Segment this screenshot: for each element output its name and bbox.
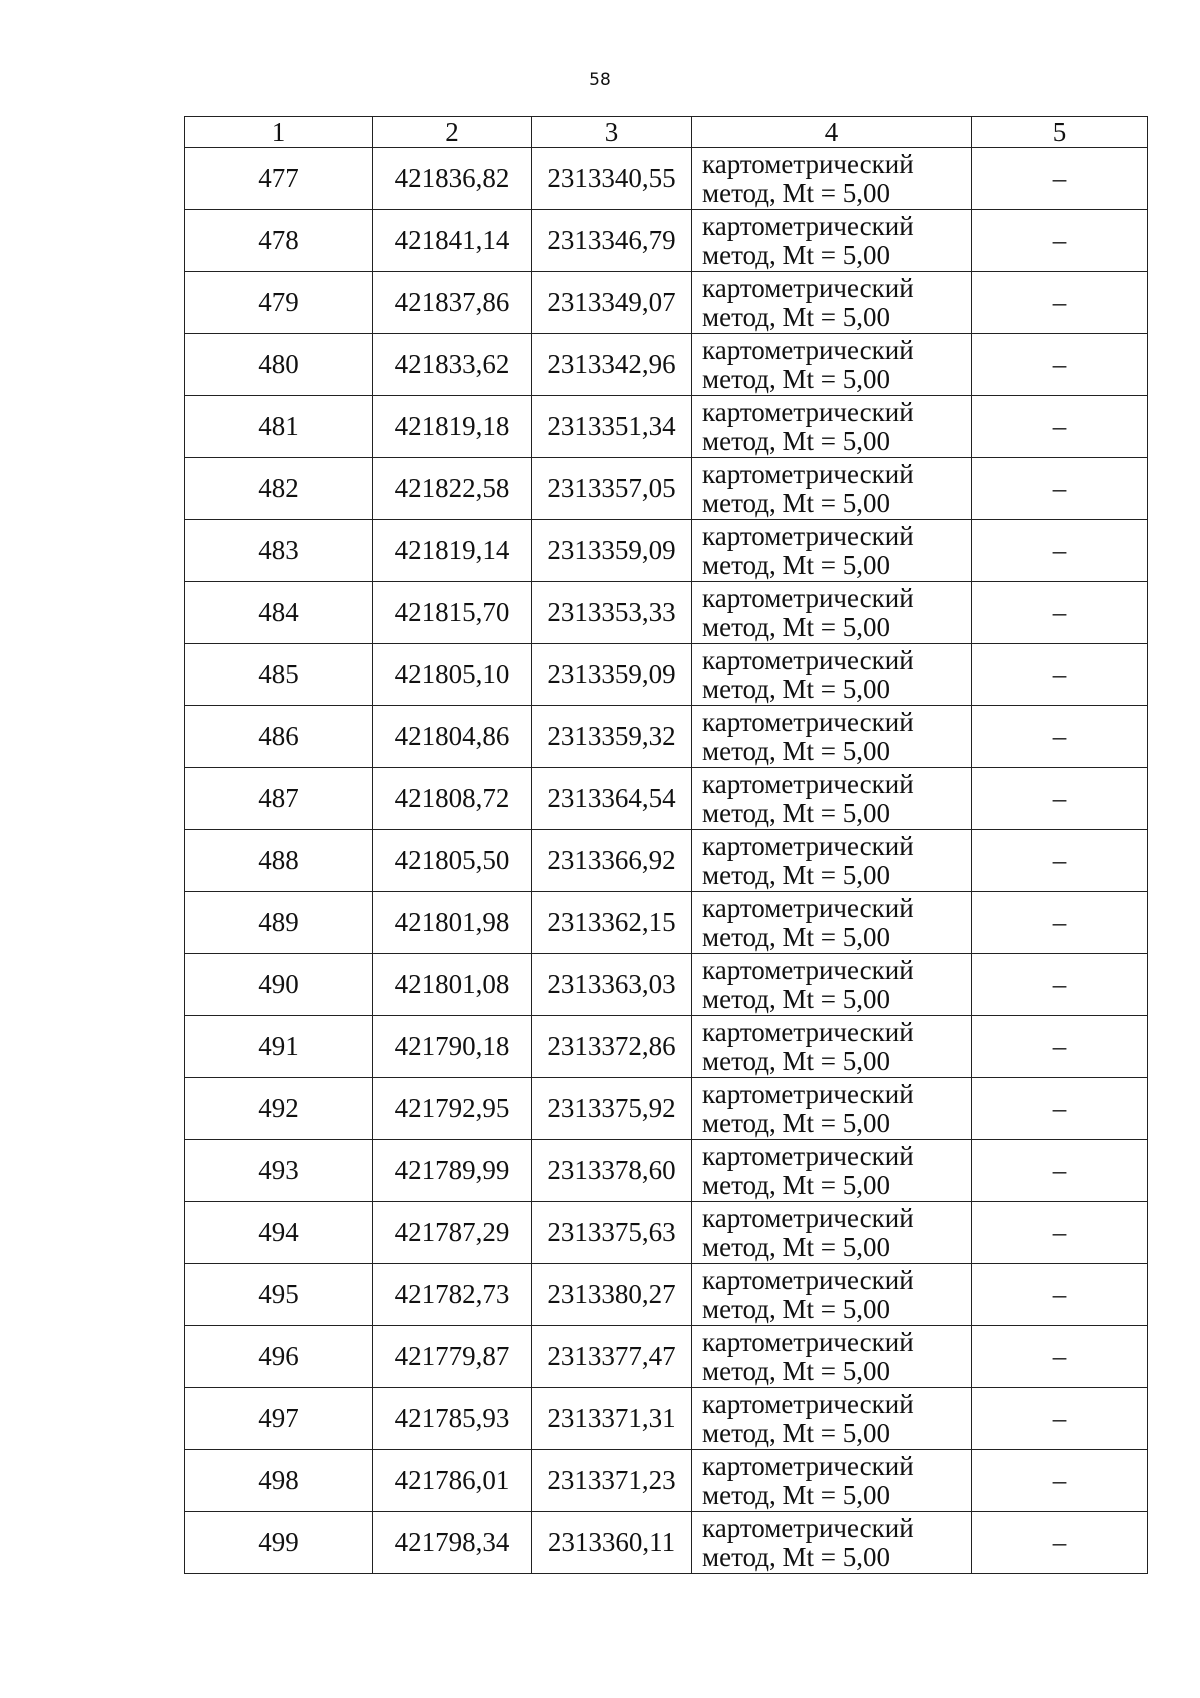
point-number-cell: 499	[185, 1512, 373, 1574]
method-line1: картометрический	[702, 148, 914, 179]
point-number-cell: 492	[185, 1078, 373, 1140]
point-number-cell: 480	[185, 334, 373, 396]
method-cell	[692, 272, 972, 334]
table-row	[185, 1016, 1148, 1078]
column-header: 5	[972, 117, 1148, 148]
y-coordinate-cell: 2313359,09	[532, 644, 692, 706]
point-number-cell: 477	[185, 148, 373, 210]
point-number-cell: 487	[185, 768, 373, 830]
column5-cell: –	[972, 1078, 1148, 1140]
method-line1: картометрический	[702, 768, 914, 799]
method-line1: картометрический	[702, 458, 914, 489]
y-coordinate-cell: 2313359,09	[532, 520, 692, 582]
point-number-cell: 489	[185, 892, 373, 954]
x-coordinate-cell: 421782,73	[373, 1264, 532, 1326]
y-coordinate-cell: 2313360,11	[532, 1512, 692, 1574]
y-coordinate-cell: 2313342,96	[532, 334, 692, 396]
point-number-cell: 491	[185, 1016, 373, 1078]
method-line2: метод, Mt = 5,00	[702, 1541, 890, 1572]
method-line2: метод, Mt = 5,00	[702, 425, 890, 456]
y-coordinate-cell: 2313366,92	[532, 830, 692, 892]
method-line2: метод, Mt = 5,00	[702, 549, 890, 580]
y-coordinate-cell: 2313359,32	[532, 706, 692, 768]
method-line2: метод, Mt = 5,00	[702, 301, 890, 332]
column-header: 3	[532, 117, 692, 148]
point-number-cell: 482	[185, 458, 373, 520]
method-line1: картометрический	[702, 644, 914, 675]
method-cell	[692, 1512, 972, 1574]
page-number: 58	[589, 70, 611, 90]
method-line1: картометрический	[702, 582, 914, 613]
x-coordinate-cell: 421822,58	[373, 458, 532, 520]
method-line1: картометрический	[702, 334, 914, 365]
table-row	[185, 334, 1148, 396]
x-coordinate-cell: 421790,18	[373, 1016, 532, 1078]
method-line2: метод, Mt = 5,00	[702, 239, 890, 270]
method-line2: метод, Mt = 5,00	[702, 1107, 890, 1138]
method-line2: метод, Mt = 5,00	[702, 1231, 890, 1262]
x-coordinate-cell: 421798,34	[373, 1512, 532, 1574]
method-line2: метод, Mt = 5,00	[702, 673, 890, 704]
column5-cell: –	[972, 1450, 1148, 1512]
method-line1: картометрический	[702, 210, 914, 241]
point-number-cell: 478	[185, 210, 373, 272]
point-number-cell: 486	[185, 706, 373, 768]
column5-cell: –	[972, 148, 1148, 210]
y-coordinate-cell: 2313353,33	[532, 582, 692, 644]
table-row	[185, 582, 1148, 644]
method-cell	[692, 148, 972, 210]
x-coordinate-cell: 421804,86	[373, 706, 532, 768]
y-coordinate-cell: 2313378,60	[532, 1140, 692, 1202]
x-coordinate-cell: 421808,72	[373, 768, 532, 830]
y-coordinate-cell: 2313375,63	[532, 1202, 692, 1264]
method-line1: картометрический	[702, 1326, 914, 1357]
table-row	[185, 1512, 1148, 1574]
method-line2: метод, Mt = 5,00	[702, 1169, 890, 1200]
method-line1: картометрический	[702, 954, 914, 985]
method-cell	[692, 1450, 972, 1512]
x-coordinate-cell: 421786,01	[373, 1450, 532, 1512]
method-line1: картометрический	[702, 1016, 914, 1047]
table-row	[185, 830, 1148, 892]
column5-cell: –	[972, 272, 1148, 334]
point-number-cell: 498	[185, 1450, 373, 1512]
table-row	[185, 1140, 1148, 1202]
x-coordinate-cell: 421779,87	[373, 1326, 532, 1388]
y-coordinate-cell: 2313375,92	[532, 1078, 692, 1140]
y-coordinate-cell: 2313357,05	[532, 458, 692, 520]
method-line1: картометрический	[702, 1140, 914, 1171]
method-cell	[692, 1264, 972, 1326]
method-line2: метод, Mt = 5,00	[702, 487, 890, 518]
point-number-cell: 485	[185, 644, 373, 706]
y-coordinate-cell: 2313377,47	[532, 1326, 692, 1388]
method-line2: метод, Mt = 5,00	[702, 363, 890, 394]
point-number-cell: 496	[185, 1326, 373, 1388]
table-row	[185, 644, 1148, 706]
table-row	[185, 1202, 1148, 1264]
method-line1: картометрический	[702, 272, 914, 303]
table-row	[185, 520, 1148, 582]
y-coordinate-cell: 2313380,27	[532, 1264, 692, 1326]
column5-cell: –	[972, 582, 1148, 644]
column5-cell: –	[972, 1140, 1148, 1202]
table-row	[185, 458, 1148, 520]
method-line2: метод, Mt = 5,00	[702, 1293, 890, 1324]
column5-cell: –	[972, 830, 1148, 892]
column5-cell: –	[972, 458, 1148, 520]
table-row	[185, 892, 1148, 954]
column5-cell: –	[972, 210, 1148, 272]
method-line1: картометрический	[702, 830, 914, 861]
column-header: 1	[185, 117, 373, 148]
method-cell	[692, 644, 972, 706]
method-line2: метод, Mt = 5,00	[702, 797, 890, 828]
table-row	[185, 1450, 1148, 1512]
point-number-cell: 483	[185, 520, 373, 582]
method-line2: метод, Mt = 5,00	[702, 1045, 890, 1076]
y-coordinate-cell: 2313364,54	[532, 768, 692, 830]
method-cell	[692, 892, 972, 954]
y-coordinate-cell: 2313349,07	[532, 272, 692, 334]
column5-cell: –	[972, 1016, 1148, 1078]
table-header-row	[185, 117, 1148, 148]
method-cell	[692, 458, 972, 520]
column-header: 2	[373, 117, 532, 148]
y-coordinate-cell: 2313351,34	[532, 396, 692, 458]
method-line2: метод, Mt = 5,00	[702, 611, 890, 642]
y-coordinate-cell: 2313340,55	[532, 148, 692, 210]
x-coordinate-cell: 421801,08	[373, 954, 532, 1016]
x-coordinate-cell: 421836,82	[373, 148, 532, 210]
y-coordinate-cell: 2313372,86	[532, 1016, 692, 1078]
method-line2: метод, Mt = 5,00	[702, 735, 890, 766]
table-row	[185, 1326, 1148, 1388]
method-cell	[692, 954, 972, 1016]
method-cell	[692, 1016, 972, 1078]
y-coordinate-cell: 2313363,03	[532, 954, 692, 1016]
column5-cell: –	[972, 1388, 1148, 1450]
column5-cell: –	[972, 768, 1148, 830]
x-coordinate-cell: 421841,14	[373, 210, 532, 272]
method-cell	[692, 1078, 972, 1140]
method-cell	[692, 830, 972, 892]
x-coordinate-cell: 421787,29	[373, 1202, 532, 1264]
method-line1: картометрический	[702, 892, 914, 923]
x-coordinate-cell: 421805,10	[373, 644, 532, 706]
method-line1: картометрический	[702, 1512, 914, 1543]
x-coordinate-cell: 421789,99	[373, 1140, 532, 1202]
method-line2: метод, Mt = 5,00	[702, 177, 890, 208]
column5-cell: –	[972, 520, 1148, 582]
method-line1: картометрический	[702, 520, 914, 551]
y-coordinate-cell: 2313346,79	[532, 210, 692, 272]
table-row	[185, 954, 1148, 1016]
coordinates-table	[184, 116, 1148, 1574]
method-line2: метод, Mt = 5,00	[702, 921, 890, 952]
table-row	[185, 396, 1148, 458]
column5-cell: –	[972, 1326, 1148, 1388]
y-coordinate-cell: 2313362,15	[532, 892, 692, 954]
method-cell	[692, 396, 972, 458]
column5-cell: –	[972, 1202, 1148, 1264]
method-line1: картометрический	[702, 1264, 914, 1295]
point-number-cell: 495	[185, 1264, 373, 1326]
x-coordinate-cell: 421805,50	[373, 830, 532, 892]
x-coordinate-cell: 421819,14	[373, 520, 532, 582]
method-cell	[692, 706, 972, 768]
x-coordinate-cell: 421785,93	[373, 1388, 532, 1450]
column5-cell: –	[972, 1512, 1148, 1574]
method-line1: картометрический	[702, 1388, 914, 1419]
method-line1: картометрический	[702, 1450, 914, 1481]
method-line1: картометрический	[702, 1202, 914, 1233]
method-cell	[692, 1388, 972, 1450]
table-row	[185, 1388, 1148, 1450]
point-number-cell: 494	[185, 1202, 373, 1264]
method-cell	[692, 1202, 972, 1264]
column5-cell: –	[972, 892, 1148, 954]
column5-cell: –	[972, 954, 1148, 1016]
column5-cell: –	[972, 334, 1148, 396]
method-cell	[692, 1326, 972, 1388]
y-coordinate-cell: 2313371,23	[532, 1450, 692, 1512]
method-line2: метод, Mt = 5,00	[702, 1355, 890, 1386]
method-cell	[692, 520, 972, 582]
point-number-cell: 497	[185, 1388, 373, 1450]
method-cell	[692, 210, 972, 272]
x-coordinate-cell: 421815,70	[373, 582, 532, 644]
table-row	[185, 1264, 1148, 1326]
x-coordinate-cell: 421833,62	[373, 334, 532, 396]
point-number-cell: 484	[185, 582, 373, 644]
method-cell	[692, 582, 972, 644]
table-row	[185, 706, 1148, 768]
table-row	[185, 148, 1148, 210]
x-coordinate-cell: 421792,95	[373, 1078, 532, 1140]
column5-cell: –	[972, 396, 1148, 458]
table-row	[185, 768, 1148, 830]
point-number-cell: 481	[185, 396, 373, 458]
method-line2: метод, Mt = 5,00	[702, 1479, 890, 1510]
method-line1: картометрический	[702, 1078, 914, 1109]
method-cell	[692, 334, 972, 396]
table-row	[185, 210, 1148, 272]
column-header: 4	[692, 117, 972, 148]
table-row	[185, 1078, 1148, 1140]
method-line1: картометрический	[702, 396, 914, 427]
x-coordinate-cell: 421801,98	[373, 892, 532, 954]
y-coordinate-cell: 2313371,31	[532, 1388, 692, 1450]
column5-cell: –	[972, 706, 1148, 768]
x-coordinate-cell: 421837,86	[373, 272, 532, 334]
column5-cell: –	[972, 644, 1148, 706]
table-row	[185, 272, 1148, 334]
method-line2: метод, Mt = 5,00	[702, 983, 890, 1014]
column5-cell: –	[972, 1264, 1148, 1326]
method-cell	[692, 768, 972, 830]
point-number-cell: 493	[185, 1140, 373, 1202]
point-number-cell: 488	[185, 830, 373, 892]
method-line2: метод, Mt = 5,00	[702, 859, 890, 890]
method-line1: картометрический	[702, 706, 914, 737]
method-cell	[692, 1140, 972, 1202]
method-line2: метод, Mt = 5,00	[702, 1417, 890, 1448]
x-coordinate-cell: 421819,18	[373, 396, 532, 458]
point-number-cell: 490	[185, 954, 373, 1016]
point-number-cell: 479	[185, 272, 373, 334]
